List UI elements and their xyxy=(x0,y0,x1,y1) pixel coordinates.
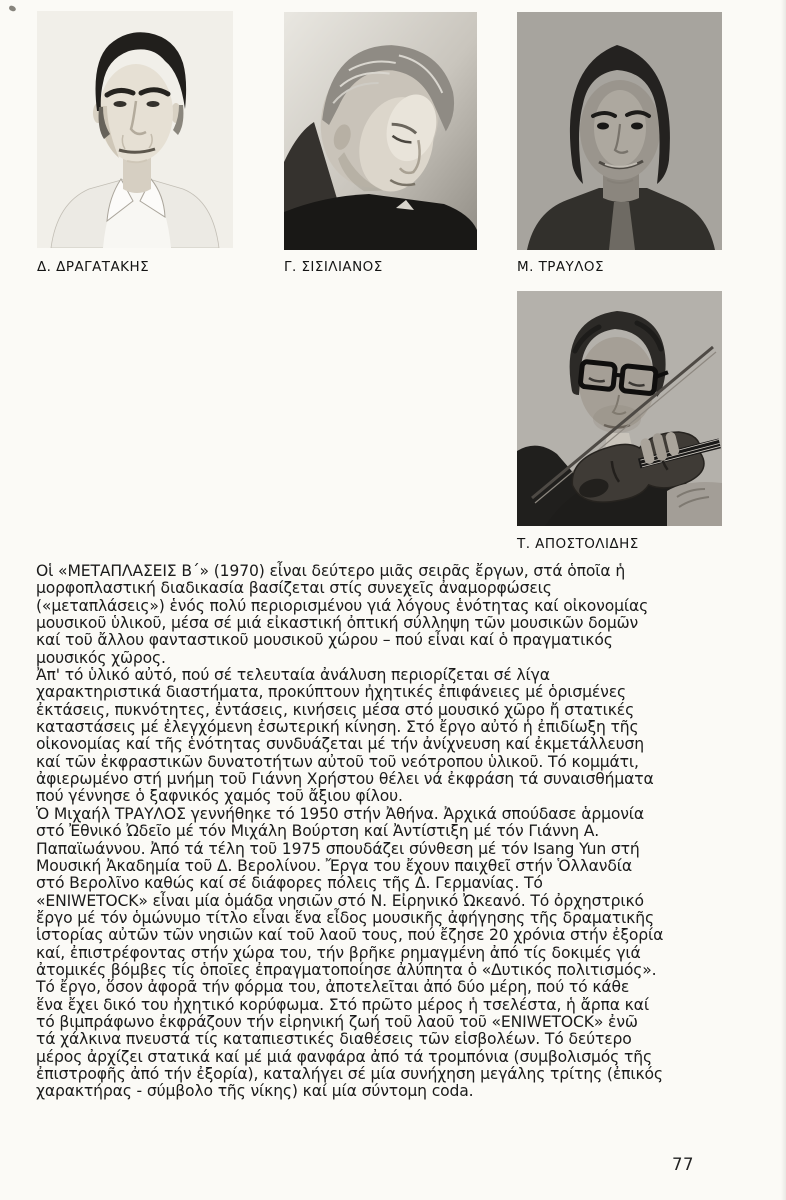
text-line: στό Ἐθνικό Ὠδεῖο μέ τόν Μιχάλη Βούρτση καί Ἀντίστιξη μέ τόν Γιάννη Α. xyxy=(36,822,600,841)
text-line: «ENIWETOCK» εἶναι μία ὁμάδα νησιῶν στό Ν. Εἰρηνικό Ὠκεανό. Τό ὀρχηστρικό xyxy=(36,891,644,910)
figure-apostolidis xyxy=(517,291,722,552)
text-line: μουσικοῦ ὑλικοῦ, μέσα σέ μιά εἰκαστική ὀπτική σύλληψη τῶν μουσικῶν δομῶν xyxy=(36,614,639,633)
text-line: Παπαϊωάννου. Ἀπό τά τέλη τοῦ 1975 σπουδάζει σύνθεση μέ τόν Isang Yun στή xyxy=(36,839,640,858)
figure-travlos xyxy=(517,12,722,275)
text-line: ἀτομικές βόμβες τίς ὁποῖες ἐπραγματοποίησε ἀλύπητα ὁ «Δυτικός πολιτισμός». xyxy=(36,960,657,979)
portrait-apostolidis-illustration xyxy=(517,291,722,526)
text-line: καί τοῦ ἄλλου φανταστικοῦ μουσικοῦ χώρου – πού εἶναι καί ὁ πραγματικός xyxy=(36,631,613,650)
text-line: χαρακτήρας - σύμβολο τῆς νίκης) καί μία σύντομη coda. xyxy=(36,1082,474,1101)
text-line: μέρος ἀρχίζει στατικά καί μέ μιά φανφάρα ἀπό τά τρομπόνια (συμβολισμός τῆς xyxy=(36,1047,652,1066)
caption-dragatakis: Δ. ΔΡΑΓΑΤΑΚΗΣ xyxy=(37,259,150,275)
photo-travlos xyxy=(517,12,722,250)
text-line: («μεταπλάσεις») ἑνός πολύ περιορισμένου γιά λόγους ἑνότητας καί οἰκονομίας xyxy=(36,596,649,615)
text-line: ἕνα ἔχει δικό του ἠχητικό κορύφωμα. Στό πρῶτο μέρος ἡ τσελέστα, ἡ ἄρπα καί xyxy=(36,995,649,1014)
figure-dragatakis xyxy=(37,11,233,275)
photo-dragatakis xyxy=(37,11,233,248)
text-line: Ἀπ' τό ὑλικό αὐτό, πού σέ τελευταία ἀνάλυση περιορίζεται σέ λίγα xyxy=(36,666,550,685)
figure-sisilianos xyxy=(284,12,477,275)
text-line: καί τῶν ἐκφραστικῶν δυνατοτήτων αὐτοῦ τοῦ νεότροπου ὑλικοῦ. Τό κομμάτι, xyxy=(36,752,639,771)
text-line: τά χάλκινα πνευστά τίς καταπιεστικές διαθέσεις τῶν εἰσβολέων. Τό δεύτερο xyxy=(36,1030,632,1049)
text-line: Ὁ Μιχαήλ ΤΡΑΥΛΟΣ γεννήθηκε τό 1950 στήν Ἀθήνα. Ἀρχικά σπούδασε ἁρμονία xyxy=(36,804,645,823)
portrait-travlos-illustration xyxy=(517,12,722,250)
text-line: χαρακτηριστικά διαστήματα, προκύπτουν ἠχητικές ἐπιφάνειες μέ ὁρισμένες xyxy=(36,683,626,702)
photo-apostolidis-violin xyxy=(517,291,722,526)
photo-sisilianos xyxy=(284,12,477,250)
caption-apostolidis: Τ. ΑΠΟΣΤΟΛΙΔΗΣ xyxy=(517,536,639,552)
portrait-dragatakis-illustration xyxy=(37,11,233,248)
text-line: ἔργο μέ τόν ὁμώνυμο τίτλο εἶναι ἕνα εἶδος μουσικῆς ἀφήγησης τῆς δραματικῆς xyxy=(36,908,654,927)
text-line: Μουσική Ἀκαδημία τοῦ Δ. Βερολίνου. Ἔργα του ἔχουν παιχθεῖ στήν Ὁλλανδία xyxy=(36,856,632,875)
text-line: Οἱ «ΜΕΤΑΠΛΑΣΕΙΣ Β΄» (1970) εἶναι δεύτερο μιᾶς σειρᾶς ἔργων, στά ὁποῖα ἡ xyxy=(36,562,626,580)
text-line: καταστάσεις μέ ἐλεγχόμενη ἐσωτερική κίνηση. Στό ἔργο αὐτό ἡ ἐπιδίωξη τῆς xyxy=(36,718,639,737)
scan-artifact xyxy=(8,5,16,12)
text-line: ἐπιστροφῆς ἀπό τήν ἐξορία), καταλήγει σέ μία συνήχηση μεγάλης τρίτης (ἐπικός xyxy=(36,1064,663,1083)
text-line: τό βιμπράφωνο ἐκφράζουν τήν εἰρηνική ζωή τοῦ λαοῦ τοῦ «ENIWETOCK» ἐνῶ xyxy=(36,1012,638,1031)
text-line: στό Βερολῖνο καθώς καί σέ διάφορες πόλεις τῆς Δ. Γερμανίας. Τό xyxy=(36,874,543,893)
caption-travlos: Μ. ΤΡΑΥΛΟΣ xyxy=(517,259,604,275)
text-line: Τό ἔργο, ὅσον ἀφορᾶ τήν φόρμα του, ἀποτελεῖται ἀπό δύο μέρη, πού τό κάθε xyxy=(36,978,630,997)
text-line: μορφοπλαστική διαδικασία βασίζεται στίς συνεχεῖς ἀναμορφώσεις xyxy=(36,579,552,598)
text-line: μουσικός χῶρος. xyxy=(36,648,166,667)
text-line: ἱστορίας αὐτῶν τῶν νησιῶν καί τοῦ λαοῦ τους, πού ἔζησε 20 χρόνια στήν ἐξορία xyxy=(36,926,664,945)
body-text xyxy=(36,563,766,1101)
text-line: ἀφιερωμένο στή μνήμη τοῦ Γιάννη Χρήστου θέλει νά ἐκφράση τά συναισθήματα xyxy=(36,770,654,789)
page-number: 77 xyxy=(672,1155,694,1174)
text-line: καί, ἐπιστρέφοντας στήν χώρα του, τήν βρῆκε ρημαγμένη ἀπό τίς δοκιμές γιά xyxy=(36,943,641,962)
caption-sisilianos: Γ. ΣΙΣΙΛΙΑΝΟΣ xyxy=(284,259,383,275)
text-line: πού γέννησε ὁ ξαφνικός χαμός τοῦ ἄξιου φίλου. xyxy=(36,787,403,806)
portrait-sisilianos-illustration xyxy=(284,12,477,250)
text-line: οἰκονομίας καί τῆς ἑνότητας συνδυάζεται μέ τήν ἀνίχνευση καί ἐκμετάλλευση xyxy=(36,735,644,754)
text-line: ἐκτάσεις, πυκνότητες, ἐντάσεις, κινήσεις μέσα στό μουσικό χῶρο ἤ στατικές xyxy=(36,700,635,719)
